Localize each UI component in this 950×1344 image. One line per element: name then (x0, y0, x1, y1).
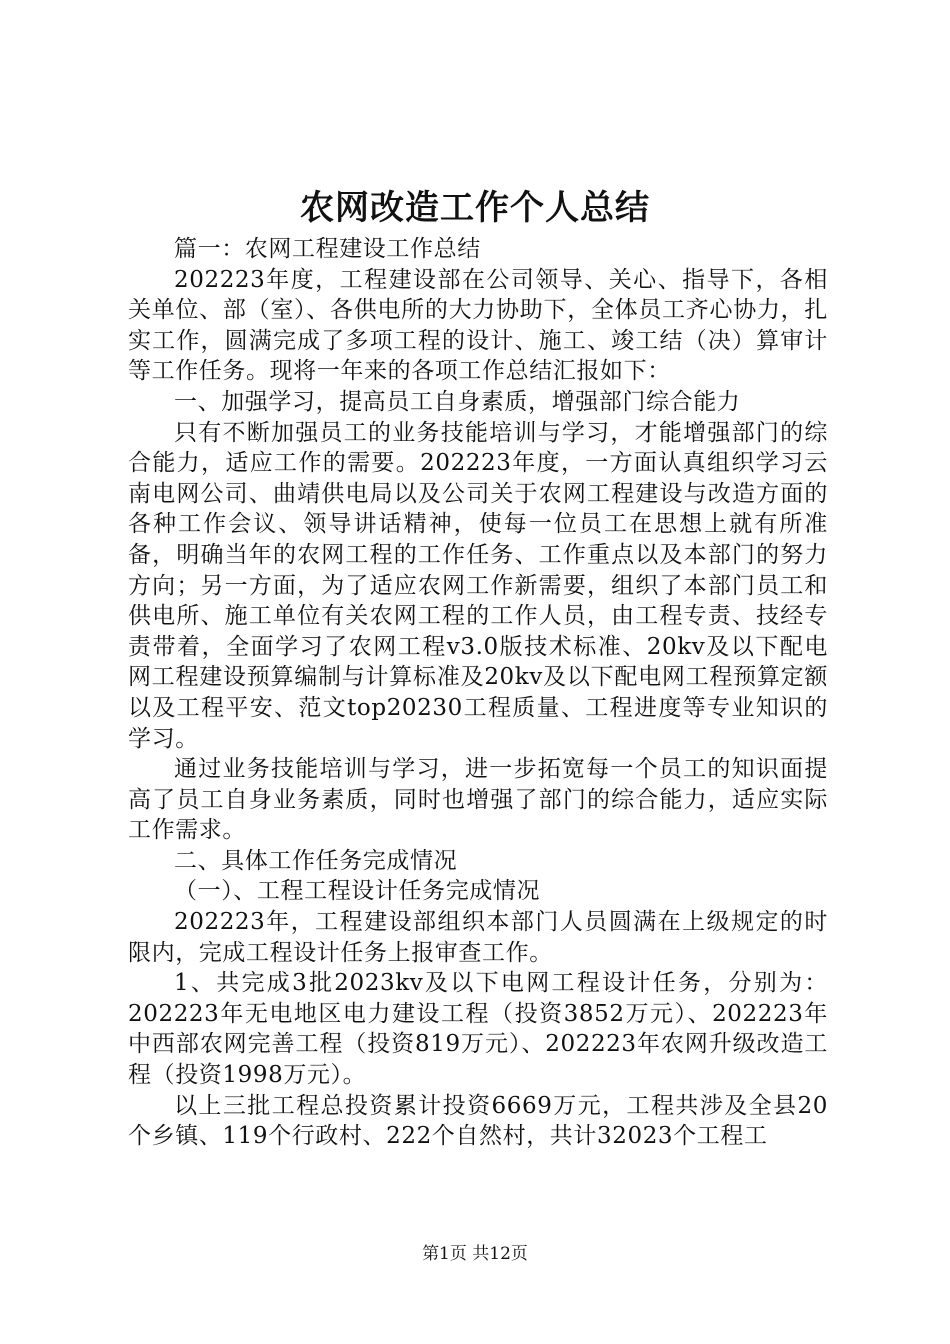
paragraph: 202223年，工程建设部组织本部门人员圆满在上级规定的时限内，完成工程设计任务上报审查工作。 (128, 909, 828, 966)
paragraph: 只有不断加强员工的业务技能培训与学习，才能增强部门的综合能力，适应工作的需要。202223年度，一方面认真组织学习云南电网公司、曲靖供电局以及公司关于农网工程建设与改造方面的各种工作会议、领导讲话精神，使每一位员工在思想上就有所准备，明确当年的农网工程的工作任务、工作重点以及本部门的努力方向；另一方面，为了适应农网工作新需要，组织了本部门员工和供电所、施工单位有关农网工程的工作人员，由工程专责、技经专责带着，全面学习了农网工程v3.0版技术标准、20kv及以下配电网工程建设预算编制与计算标准及20kv及以下配电网工程预算定额以及工程平安、范文top20230工程质量、工程进度等专业知识的学习。 (128, 419, 828, 752)
section-heading: 一、加强学习，提高员工自身素质，增强部门综合能力 (174, 388, 741, 415)
document-title: 农网改造工作个人总结 (300, 188, 650, 228)
paragraph: 通过业务技能培训与学习，进一步拓宽每一个员工的知识面提高了员工自身业务素质，同时也增强了部门的综合能力，适应实际工作需求。 (128, 756, 828, 844)
document-body (128, 234, 828, 1152)
paragraph: 以上三批工程总投资累计投资6669万元，工程共涉及全县20个乡镇、119个行政村、222个自然村，共计32023个工程工 (128, 1092, 828, 1150)
subsection-heading: （一）、工程工程设计任务完成情况 (174, 878, 541, 905)
paragraph: 1、共完成3批2023kv及以下电网工程设计任务，分别为：202223年无电地区电力建设工程（投资3852万元）、202223年中西部农网完善工程（投资819万元）、202223年农网升级改造工程（投资1998万元）。 (128, 970, 828, 1089)
section-heading: 二、具体工作任务完成情况 (174, 847, 458, 874)
paragraph: 202223年度，工程建设部在公司领导、关心、指导下，各相关单位、部（室）、各供电所的大力协助下，全体员工齐心协力，扎实工作，圆满完成了多项工程的设计、施工、竣工结（决）算审计等工作任务。现将一年来的各项工作总结汇报如下： (128, 266, 828, 385)
section-heading: 篇一：农网工程建设工作总结 (174, 236, 481, 262)
page-number: 第1页 共12页 (422, 1244, 528, 1264)
